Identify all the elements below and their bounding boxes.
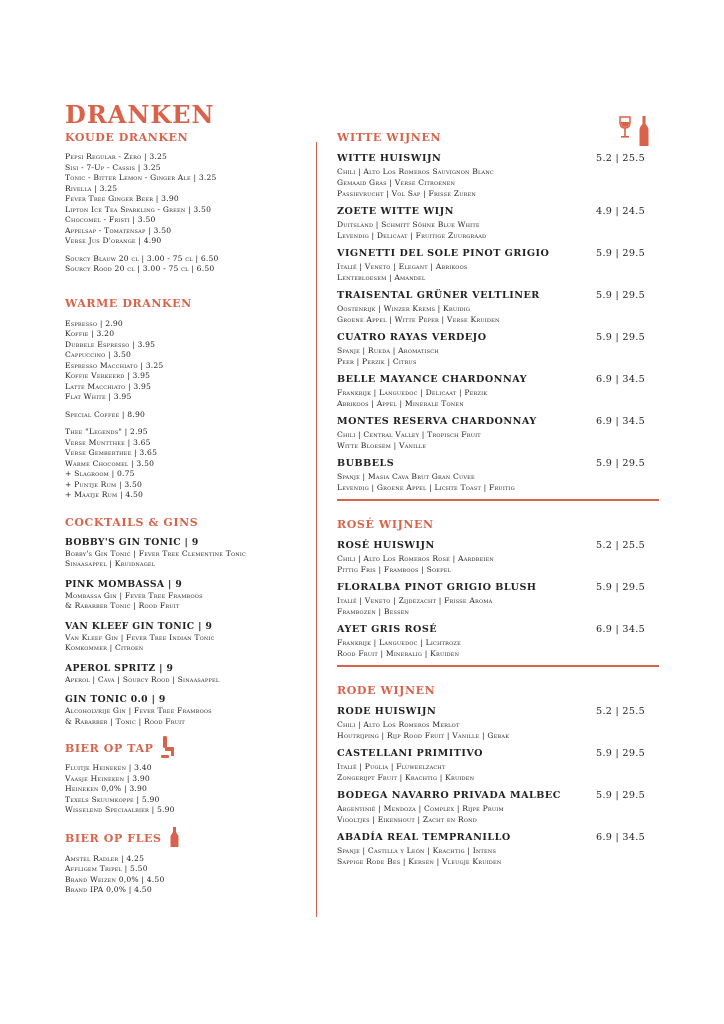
wine-description: Spanje | Castilla y León | Krachtig | Intens [337,846,497,855]
menu-item: Appelsap - Tomatensap | 3.50 [65,225,172,235]
menu-item: Sisi - 7-Up - Cassis | 3.25 [65,162,161,172]
section-title-rode: RODE WIJNEN [337,683,436,697]
koude-list [65,152,290,247]
left-column [65,128,290,896]
section-title-fles [65,830,290,848]
menu-item: Fever Tree Ginger Beer | 3.90 [65,194,179,203]
wine-description: Pittig Fris | Framboos | Soepel [337,565,452,574]
cocktail-name: VAN KLEEF GIN TONIC | 9 [65,620,213,632]
wine-name: TRAISENTAL GRÜNER VELTLINER [337,290,540,301]
wine-description: Italië | Puglia | Fluweelzacht [337,762,446,771]
menu-item: Latte Macchiato | 3.95 [65,381,152,391]
wine-item [337,789,659,825]
wine-item [337,705,659,741]
wine-description: Passievrucht | Vol Sap | Frisse Zuren [337,189,476,198]
wine-description: Houtrijping | Rijp Rood Fruit | Vanille | Gebak [337,731,510,740]
menu-item: Special Coffee | 8.90 [65,409,146,419]
wine-description: Levendig | Delicaat | Fruitige Zuurgraad [337,231,487,240]
wine-description: Zongerijpt Fruit | Krachtig | Kruiden [337,773,475,782]
wine-item [337,247,659,283]
wine-price: 4.9 | 24.5 [596,206,645,217]
wine-price: 5.9 | 29.5 [596,248,645,259]
wine-price: 5.9 | 29.5 [596,790,645,801]
wine-glass-icon [619,116,631,150]
menu-item: Amstel Radler | 4.25 [65,853,145,863]
wine-name: MONTES RESERVA CHARDONNAY [337,416,537,427]
wine-price: 5.2 | 25.5 [596,153,645,164]
wine-description: Chili | Alto Los Romeros Sauvignon Blanc [337,167,494,176]
cocktail-item [65,663,290,686]
wine-item [337,152,659,199]
menu-item: Rivella | 3.25 [65,183,118,193]
wine-name: FLORALBA PINOT GRIGIO BLUSH [337,582,537,593]
menu-item: Verse Gemberthee | 3.65 [65,448,158,457]
wine-price: 5.9 | 29.5 [596,332,645,343]
wine-description: Chili | Central Valley | Tropisch Fruit [337,430,481,439]
cocktail-name: PINK MOMBASSA | 9 [65,578,183,590]
wine-name: WITTE HUISWIJN [337,153,442,164]
menu-item: Thee "Legends" | 2.95 [65,427,148,436]
wine-name: BUBBELS [337,458,395,469]
wine-description: Groene Appel | Witte Peper | Verse Kruiden [337,315,500,324]
fles-section [65,830,290,896]
section-divider [337,499,659,501]
menu-item: Tonic - Bitter Lemon - Ginger Ale | 3.25 [65,173,217,182]
wine-price: 5.2 | 25.5 [596,706,645,717]
tap-list [65,763,290,816]
menu-item: Lipton Ice Tea Sparkling - Green | 3.50 [65,204,212,214]
fles-list [65,854,290,896]
witte-section [337,128,659,493]
wine-item [337,747,659,783]
cocktail-description: Mombassa Gin | Fever Tree Framboos [65,590,203,600]
menu-item: Flat White | 3.95 [65,392,132,401]
cocktail-item [65,579,290,612]
cocktail-description: Van Kleef Gin | Fever Tree Indian Tonic [65,632,215,642]
wine-name: ROSÉ HUISWIJN [337,540,435,551]
wine-item [337,373,659,409]
menu-item: + Slagroom | 0.75 [65,469,135,478]
wine-item [337,331,659,367]
wine-description: Viooltjes | Eikenhout | Zacht en Rond [337,815,477,824]
cocktail-item [65,694,290,727]
wine-name: RODE HUISWIJN [337,706,437,717]
wine-description: Levendig | Groene Appel | Lichte Toast | Fruitig [337,483,515,492]
menu-item: Verse Muntthee | 3.65 [65,437,151,447]
beer-bottle-icon [170,827,179,850]
wine-description: Chili | Alto Los Romeros Rosé | Aardbeien [337,554,495,563]
wine-name: VIGNETTI DEL SOLE PINOT GRIGIO [337,248,550,259]
wine-description: Chili | Alto Los Romeros Merlot [337,720,460,729]
beer-tap-icon [161,736,175,761]
menu-item: Verse Jus D'orange | 4.90 [65,236,162,245]
right-column [337,128,659,873]
rose-list [337,539,659,659]
wine-item [337,415,659,451]
cocktail-name: APEROL SPRITZ | 9 [65,662,174,674]
warme-list-special [65,410,290,421]
menu-item: Espresso Macchiato | 3.25 [65,360,164,370]
wine-name: BELLE MAYANCE CHARDONNAY [337,374,528,385]
cocktail-list [65,537,290,728]
menu-item: Espresso | 2.90 [65,318,123,328]
wine-bottle-icon [639,116,649,150]
section-title-tap-label: BIER OP TAP [65,741,154,755]
wine-item [337,289,659,325]
wine-description: Lentebloesem | Amandel [337,273,426,282]
page-title: DRANKEN [65,100,215,129]
wine-name: CUATRO RAYAS VERDEJO [337,332,487,343]
section-title-warme: WARME DRANKEN [65,297,192,310]
menu-item: Sourcy Rood 20 cl | 3.00 - 75 cl | 6.50 [65,264,215,273]
wine-description: Frankrijk | Languedoc | Delicaat | Perzik [337,388,488,397]
cocktail-description: Aperol | Cava | Sourcy Rood | Sinaasappel [65,674,220,684]
section-title-cocktails: COCKTAILS & GINS [65,516,199,529]
wine-description: Spanje | Masia Cava Brut Gran Cuvee [337,472,475,481]
cocktail-item [65,537,290,570]
column-divider [316,142,317,917]
wine-item [337,205,659,241]
menu-item: Cappuccino | 3.50 [65,350,132,359]
wine-item [337,457,659,493]
cocktail-description: Bobby's Gin Tonic | Fever Tree Clementine Tonic [65,548,247,558]
wine-item [337,831,659,867]
menu-item: Koffie | 3.20 [65,329,115,338]
section-title-rose: ROSÉ WIJNEN [337,517,434,531]
warme-list [65,319,290,403]
wine-description: Italië | Veneto | Zijdezacht | Frisse Aroma [337,596,493,605]
wine-price: 6.9 | 34.5 [596,624,645,635]
wine-description: Italië | Veneto | Elegant | Abrikoos [337,262,468,271]
wine-description: Rood Fruit | Mineralig | Kruiden [337,649,460,658]
menu-item: Brand Weizen 0,0% | 4.50 [65,874,165,884]
rode-list [337,705,659,867]
cocktail-name: GIN TONIC 0.0 | 9 [65,694,166,705]
menu-item: Sourcy Blauw 20 cl | 3.00 - 75 cl | 6.50 [65,253,219,263]
section-title-fles-label: BIER OP FLES [65,832,162,845]
wine-price: 6.9 | 34.5 [596,416,645,427]
wine-price: 5.9 | 29.5 [596,582,645,593]
menu-item: + Maatje Rum | 4.50 [65,490,144,499]
wine-description: Gemaaid Gras | Verse Citroenen [337,178,456,187]
warme-section [65,295,290,501]
section-title-witte: WITTE WIJNEN [337,130,442,144]
witte-list [337,152,659,493]
menu-item: Vaasje Heineken | 3.90 [65,773,150,783]
cocktail-description: Sinaasappel | Kruidnagel [65,559,156,568]
wine-description: Spanje | Rueda | Aromatisch [337,346,439,355]
menu-item: Heineken 0,0% | 3.90 [65,784,148,793]
cocktails-section [65,514,290,728]
wine-description: Frambozen | Bessen [337,607,410,616]
wine-description: Argentinië | Mendoza | Complex | Rijpe Pruim [337,804,504,813]
koude-list-sourcy [65,254,290,275]
cocktail-description: & Rabarber | Tonic | Rood Fruit [65,716,185,726]
wine-name: ZOETE WITTE WIJN [337,206,454,217]
wine-price: 6.9 | 34.5 [596,374,645,385]
rode-section [337,681,659,867]
menu-item: Brand IPA 0,0% | 4.50 [65,885,152,894]
menu-item: Warme Chocomel | 3.50 [65,458,155,468]
menu-item: Chocomel - Fristi | 3.50 [65,215,156,224]
menu-item: Affligem Tripel | 5.50 [65,864,148,873]
menu-item: Pepsi Regular - Zero | 3.25 [65,152,168,161]
warme-list-thee [65,427,290,501]
wine-description: Oostenrijk | Winzer Krems | Kruidig [337,304,471,313]
menu-item: Texels Skuumkoppe | 5.90 [65,794,160,804]
cocktail-description: Alcoholvrije Gin | Fever Tree Framboos [65,706,212,715]
wine-price: 5.2 | 25.5 [596,540,645,551]
wine-item [337,623,659,659]
wine-name: ABADÍA REAL TEMPRANILLO [337,832,511,843]
cocktail-item [65,621,290,654]
section-title-tap [65,739,290,757]
cocktail-description: & Rabarber Tonic | Rood Fruit [65,601,180,610]
cocktail-description: Komkommer | Citroen [65,643,144,652]
menu-item: Dubbele Espresso | 3.95 [65,339,156,349]
wine-name: BODEGA NAVARRO PRIVADA MALBEC [337,790,561,801]
wine-description: Sappige Rode Bes | Kersen | Vleugje Kruiden [337,857,502,866]
wine-price: 5.9 | 29.5 [596,748,645,759]
cocktail-name: BOBBY'S GIN TONIC | 9 [65,536,199,548]
wine-description: Abrikoos | Appel | Minerale Tonen [337,399,464,408]
wine-item [337,581,659,617]
wine-description: Witte Bloesem | Vanille [337,441,427,450]
menu-item: Koffie Verkeerd | 3.95 [65,371,151,380]
wine-description: Frankrijk | Languedoc | Lichtroze [337,638,461,647]
menu-item: + Puntje Rum | 3.50 [65,479,143,489]
section-divider [337,665,659,667]
wine-description: Duitsland | Schmitt Söhne Blue White [337,220,480,229]
section-title-koude: KOUDE DRANKEN [65,130,189,144]
wine-price: 5.9 | 29.5 [596,458,645,469]
rose-section [337,515,659,659]
wine-price: 6.9 | 34.5 [596,832,645,843]
wine-name: CASTELLANI PRIMITIVO [337,748,484,759]
menu-item: Wisselend Speciaalbier | 5.90 [65,805,175,814]
tap-section [65,739,290,816]
wine-price: 5.9 | 29.5 [596,290,645,301]
wine-item [337,539,659,575]
wine-description: Peer | Perzik | Citrus [337,357,417,366]
menu-item: Fluitje Heineken | 3.40 [65,763,152,772]
koude-section [65,128,290,275]
wine-name: AYET GRIS ROSÉ [337,624,438,635]
